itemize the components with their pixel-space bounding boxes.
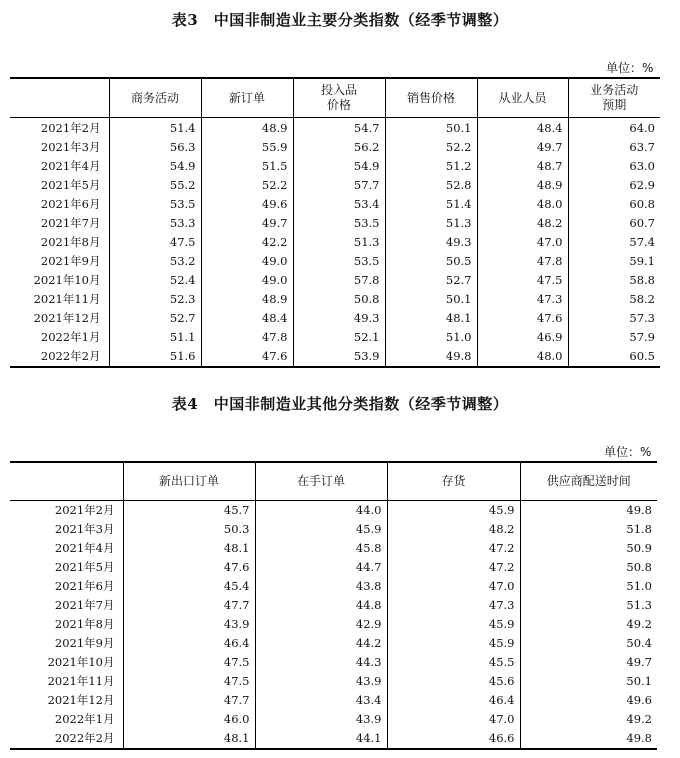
index-value-cell: 51.4: [109, 118, 201, 139]
index-value-cell: 55.2: [109, 176, 201, 195]
table-row: [10, 710, 657, 729]
index-value-cell: 63.0: [568, 157, 660, 176]
index-value-cell: 57.3: [568, 309, 660, 328]
row-month-label: 2022年1月: [40, 330, 101, 344]
index-value-cell: 45.8: [255, 539, 387, 558]
index-value-cell: 53.3: [109, 214, 201, 233]
index-value-cell: 53.4: [293, 195, 385, 214]
index-value-cell: 49.8: [520, 501, 657, 521]
column-header: 供应商配送时间: [520, 462, 657, 501]
table-row: [10, 233, 660, 252]
row-month-label: 2021年10月: [47, 655, 115, 669]
index-value-cell: 53.5: [293, 252, 385, 271]
index-value-cell: 57.4: [568, 233, 660, 252]
row-month-label: 2021年10月: [33, 273, 101, 287]
index-value-cell: 50.8: [293, 290, 385, 309]
index-value-cell: 49.7: [201, 214, 293, 233]
table3-title: 表3 中国非制造业主要分类指数（经季节调整）: [171, 11, 509, 29]
header-blank-cell: [10, 462, 123, 501]
index-value-cell: 48.0: [477, 347, 568, 367]
index-value-cell: 56.2: [293, 138, 385, 157]
index-value-cell: 50.3: [123, 520, 255, 539]
row-month-label: 2021年4月: [40, 159, 101, 173]
row-month-label: 2021年2月: [54, 503, 115, 517]
row-month-label: 2022年2月: [40, 349, 101, 363]
table-row: [10, 501, 657, 521]
row-month-label: 2021年11月: [33, 292, 101, 306]
column-header: 在手订单: [255, 462, 387, 501]
index-value-cell: 51.8: [520, 520, 657, 539]
index-value-cell: 47.3: [477, 290, 568, 309]
row-month-label: 2021年3月: [54, 522, 115, 536]
index-value-cell: 48.1: [385, 309, 477, 328]
index-value-cell: 45.9: [255, 520, 387, 539]
index-value-cell: 49.8: [385, 347, 477, 367]
index-value-cell: 51.3: [293, 233, 385, 252]
index-value-cell: 45.9: [387, 634, 520, 653]
index-value-cell: 50.8: [520, 558, 657, 577]
index-value-cell: 44.0: [255, 501, 387, 521]
row-month-label: 2021年2月: [40, 121, 101, 135]
index-value-cell: 52.2: [385, 138, 477, 157]
table-row: [10, 271, 660, 290]
index-value-cell: 48.7: [477, 157, 568, 176]
row-month-label: 2022年1月: [54, 712, 115, 726]
index-value-cell: 60.5: [568, 347, 660, 367]
row-month-label: 2021年3月: [40, 140, 101, 154]
index-value-cell: 47.7: [123, 596, 255, 615]
column-header: 销售价格: [385, 78, 477, 118]
row-month-label: 2021年5月: [54, 560, 115, 574]
index-value-cell: 48.2: [477, 214, 568, 233]
index-value-cell: 47.0: [477, 233, 568, 252]
row-month-label: 2021年8月: [54, 617, 115, 631]
column-header: 新订单: [201, 78, 293, 118]
row-month-label: 2021年7月: [40, 216, 101, 230]
row-month-label: 2021年8月: [40, 235, 101, 249]
column-header: 新出口订单: [123, 462, 255, 501]
row-month-label: 2021年12月: [47, 693, 115, 707]
index-value-cell: 47.6: [201, 347, 293, 367]
table-row: [10, 520, 657, 539]
index-value-cell: 51.6: [109, 347, 201, 367]
index-value-cell: 59.1: [568, 252, 660, 271]
index-value-cell: 50.9: [520, 539, 657, 558]
index-value-cell: 53.5: [293, 214, 385, 233]
index-value-cell: 47.0: [387, 577, 520, 596]
index-value-cell: 43.8: [255, 577, 387, 596]
table-row: [10, 328, 660, 347]
index-value-cell: 47.5: [109, 233, 201, 252]
table-row: [10, 214, 660, 233]
index-value-cell: 62.9: [568, 176, 660, 195]
index-value-cell: 48.1: [123, 729, 255, 749]
index-value-cell: 48.9: [201, 290, 293, 309]
table-row: [10, 176, 660, 195]
index-value-cell: 47.6: [123, 558, 255, 577]
index-value-cell: 54.9: [109, 157, 201, 176]
header-blank-cell: [10, 78, 109, 118]
table-row: [10, 195, 660, 214]
row-month-label: 2021年9月: [40, 254, 101, 268]
index-value-cell: 51.5: [201, 157, 293, 176]
index-value-cell: 45.9: [387, 501, 520, 521]
index-value-cell: 46.4: [123, 634, 255, 653]
table-row: [10, 309, 660, 328]
index-value-cell: 48.1: [123, 539, 255, 558]
table4-title: 表4 中国非制造业其他分类指数（经季节调整）: [171, 395, 509, 413]
table-row: [10, 653, 657, 672]
index-value-cell: 49.7: [477, 138, 568, 157]
index-value-cell: 47.0: [387, 710, 520, 729]
index-value-cell: 60.8: [568, 195, 660, 214]
index-value-cell: 45.9: [387, 615, 520, 634]
column-header: 从业人员: [477, 78, 568, 118]
table-row: [10, 138, 660, 157]
index-value-cell: 47.5: [123, 672, 255, 691]
table3-unit-label: 单位：%: [606, 61, 654, 75]
index-value-cell: 48.0: [477, 195, 568, 214]
index-value-cell: 46.9: [477, 328, 568, 347]
row-month-label: 2021年4月: [54, 541, 115, 555]
index-value-cell: 51.3: [385, 214, 477, 233]
row-month-label: 2021年11月: [47, 674, 115, 688]
table-row: [10, 157, 660, 176]
index-value-cell: 44.2: [255, 634, 387, 653]
index-value-cell: 42.9: [255, 615, 387, 634]
row-month-label: 2021年12月: [33, 311, 101, 325]
index-value-cell: 49.8: [520, 729, 657, 749]
index-value-cell: 49.0: [201, 271, 293, 290]
index-value-cell: 52.2: [201, 176, 293, 195]
index-value-cell: 52.1: [293, 328, 385, 347]
index-value-cell: 48.4: [201, 309, 293, 328]
index-value-cell: 58.8: [568, 271, 660, 290]
index-value-cell: 42.2: [201, 233, 293, 252]
table-row: [10, 577, 657, 596]
index-value-cell: 45.7: [123, 501, 255, 521]
index-value-cell: 44.1: [255, 729, 387, 749]
row-month-label: 2021年6月: [40, 197, 101, 211]
index-value-cell: 47.8: [201, 328, 293, 347]
index-value-cell: 46.4: [387, 691, 520, 710]
index-value-cell: 50.1: [520, 672, 657, 691]
index-value-cell: 44.7: [255, 558, 387, 577]
table-row: [10, 290, 660, 309]
index-value-cell: 58.2: [568, 290, 660, 309]
index-value-cell: 47.5: [477, 271, 568, 290]
index-value-cell: 48.9: [477, 176, 568, 195]
row-month-label: 2021年6月: [54, 579, 115, 593]
row-month-label: 2022年2月: [54, 731, 115, 745]
row-month-label: 2021年5月: [40, 178, 101, 192]
index-value-cell: 53.9: [293, 347, 385, 367]
row-month-label: 2021年7月: [54, 598, 115, 612]
index-value-cell: 48.4: [477, 118, 568, 139]
index-value-cell: 47.7: [123, 691, 255, 710]
index-value-cell: 52.8: [385, 176, 477, 195]
index-value-cell: 47.5: [123, 653, 255, 672]
index-value-cell: 49.0: [201, 252, 293, 271]
index-value-cell: 50.1: [385, 118, 477, 139]
index-value-cell: 60.7: [568, 214, 660, 233]
table3-body: [10, 118, 660, 368]
index-value-cell: 49.7: [520, 653, 657, 672]
index-value-cell: 63.7: [568, 138, 660, 157]
table-row: [10, 691, 657, 710]
column-header: 商务活动: [109, 78, 201, 118]
index-value-cell: 53.5: [109, 195, 201, 214]
index-value-cell: 44.3: [255, 653, 387, 672]
index-value-cell: 50.5: [385, 252, 477, 271]
index-value-cell: 47.8: [477, 252, 568, 271]
table3-main-indices: [10, 77, 660, 368]
index-value-cell: 48.2: [387, 520, 520, 539]
index-value-cell: 51.3: [520, 596, 657, 615]
table-row: [10, 729, 657, 749]
index-value-cell: 53.2: [109, 252, 201, 271]
table-row: [10, 252, 660, 271]
index-value-cell: 43.9: [255, 710, 387, 729]
index-value-cell: 54.7: [293, 118, 385, 139]
table-row: [10, 558, 657, 577]
index-value-cell: 47.3: [387, 596, 520, 615]
table4-unit-label: 单位：%: [604, 445, 652, 459]
index-value-cell: 49.2: [520, 710, 657, 729]
index-value-cell: 52.7: [109, 309, 201, 328]
table-row: [10, 539, 657, 558]
index-value-cell: 57.9: [568, 328, 660, 347]
index-value-cell: 57.8: [293, 271, 385, 290]
index-value-cell: 57.7: [293, 176, 385, 195]
column-header: 投入品 价格: [293, 78, 385, 118]
index-value-cell: 49.6: [201, 195, 293, 214]
index-value-cell: 51.1: [109, 328, 201, 347]
index-value-cell: 45.6: [387, 672, 520, 691]
index-value-cell: 51.0: [520, 577, 657, 596]
table4-other-indices: [10, 461, 657, 750]
index-value-cell: 51.2: [385, 157, 477, 176]
index-value-cell: 64.0: [568, 118, 660, 139]
index-value-cell: 49.6: [520, 691, 657, 710]
table3-header: [10, 78, 660, 118]
index-value-cell: 43.9: [255, 672, 387, 691]
table-row: [10, 672, 657, 691]
index-value-cell: 52.4: [109, 271, 201, 290]
index-value-cell: 52.7: [385, 271, 477, 290]
table4-body: [10, 501, 657, 750]
index-value-cell: 49.3: [385, 233, 477, 252]
index-value-cell: 46.6: [387, 729, 520, 749]
index-value-cell: 43.4: [255, 691, 387, 710]
index-value-cell: 47.2: [387, 558, 520, 577]
column-header: 存货: [387, 462, 520, 501]
index-value-cell: 51.4: [385, 195, 477, 214]
index-value-cell: 56.3: [109, 138, 201, 157]
column-header: 业务活动 预期: [568, 78, 660, 118]
index-value-cell: 48.9: [201, 118, 293, 139]
index-value-cell: 52.3: [109, 290, 201, 309]
index-value-cell: 45.5: [387, 653, 520, 672]
index-value-cell: 50.4: [520, 634, 657, 653]
index-value-cell: 44.8: [255, 596, 387, 615]
index-value-cell: 45.4: [123, 577, 255, 596]
index-value-cell: 47.6: [477, 309, 568, 328]
index-value-cell: 49.2: [520, 615, 657, 634]
table-row: [10, 118, 660, 139]
index-value-cell: 47.2: [387, 539, 520, 558]
table-row: [10, 347, 660, 367]
table-row: [10, 615, 657, 634]
index-value-cell: 50.1: [385, 290, 477, 309]
index-value-cell: 54.9: [293, 157, 385, 176]
row-month-label: 2021年9月: [54, 636, 115, 650]
index-value-cell: 46.0: [123, 710, 255, 729]
index-value-cell: 43.9: [123, 615, 255, 634]
index-value-cell: 49.3: [293, 309, 385, 328]
index-value-cell: 55.9: [201, 138, 293, 157]
index-value-cell: 51.0: [385, 328, 477, 347]
table-row: [10, 596, 657, 615]
table-row: [10, 634, 657, 653]
table4-header: [10, 462, 657, 501]
